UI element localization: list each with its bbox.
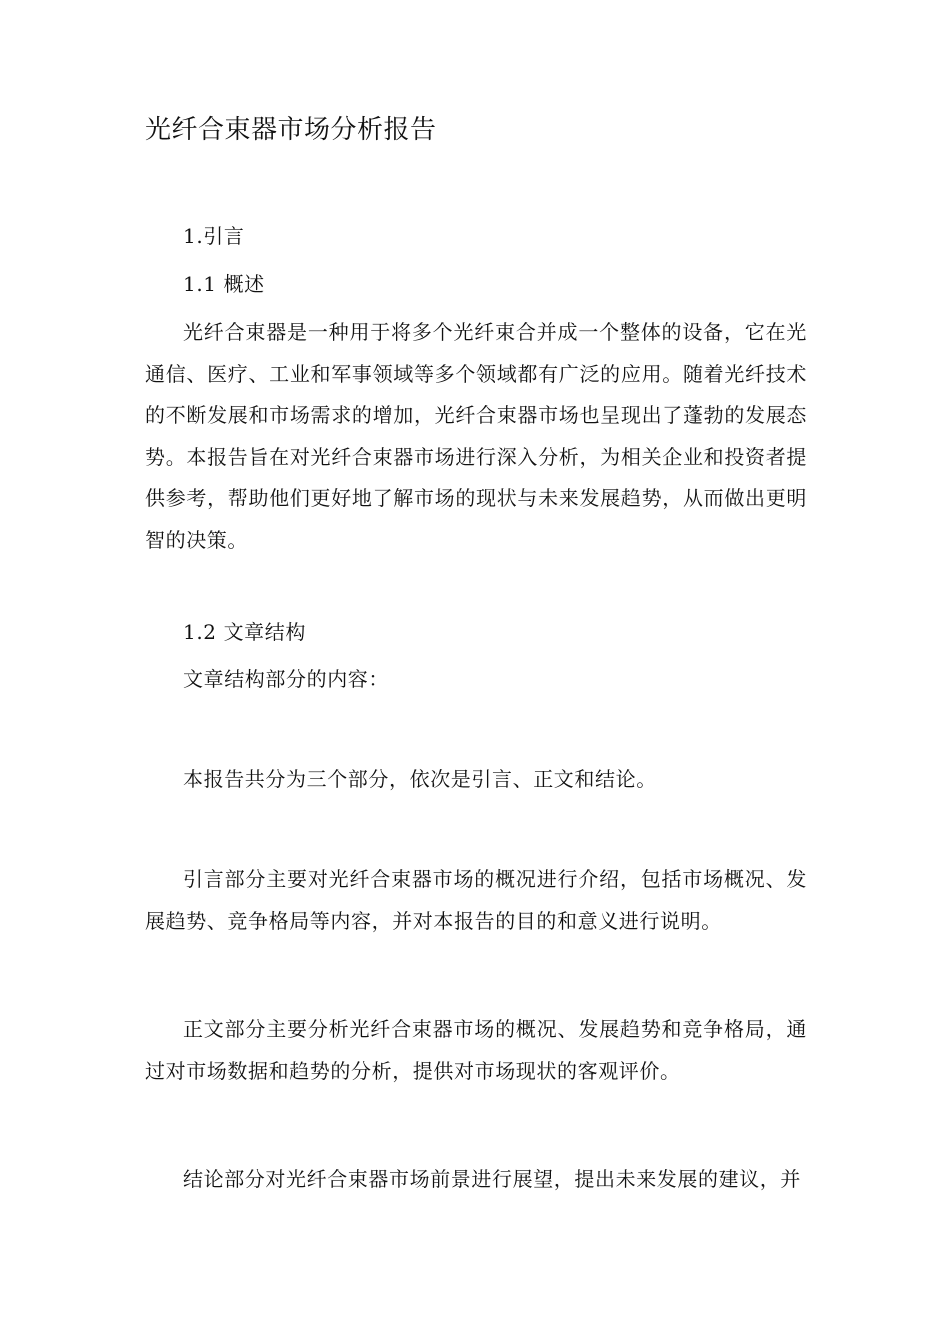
intro-part-paragraph: 引言部分主要对光纤合束器市场的概况进行介绍，包括市场概况、发展趋势、竞争格局等内容，并对本报告的目的和意义进行说明。 (145, 867, 807, 933)
document-title: 光纤合束器市场分析报告 (145, 115, 437, 145)
conclusion-part-paragraph: 结论部分对光纤合束器市场前景进行展望，提出未来发展的建议，并 (183, 1167, 801, 1191)
structure-parts-paragraph: 本报告共分为三个部分，依次是引言、正文和结论。 (183, 767, 657, 791)
section-heading-introduction: 1.引言 (183, 224, 245, 248)
structure-intro-text: 文章结构部分的内容： (183, 667, 389, 691)
section-heading-overview: 1.1 概述 (183, 272, 265, 296)
section-heading-structure: 1.2 文章结构 (183, 620, 306, 644)
overview-paragraph: 光纤合束器是一种用于将多个光纤束合并成一个整体的设备，它在光通信、医疗、工业和军事领域等多个领域都有广泛的应用。随着光纤技术的不断发展和市场需求的增加，光纤合束器市场也呈现出了蓬勃的发展态势。本报告旨在对光纤合束器市场进行深入分析，为相关企业和投资者提供参考，帮助他们更好地了解市场的现状与未来发展趋势，从而做出更明智的决策。 (145, 320, 807, 552)
body-part-paragraph: 正文部分主要分析光纤合束器市场的概况、发展趋势和竞争格局，通过对市场数据和趋势的分析，提供对市场现状的客观评价。 (145, 1017, 807, 1083)
